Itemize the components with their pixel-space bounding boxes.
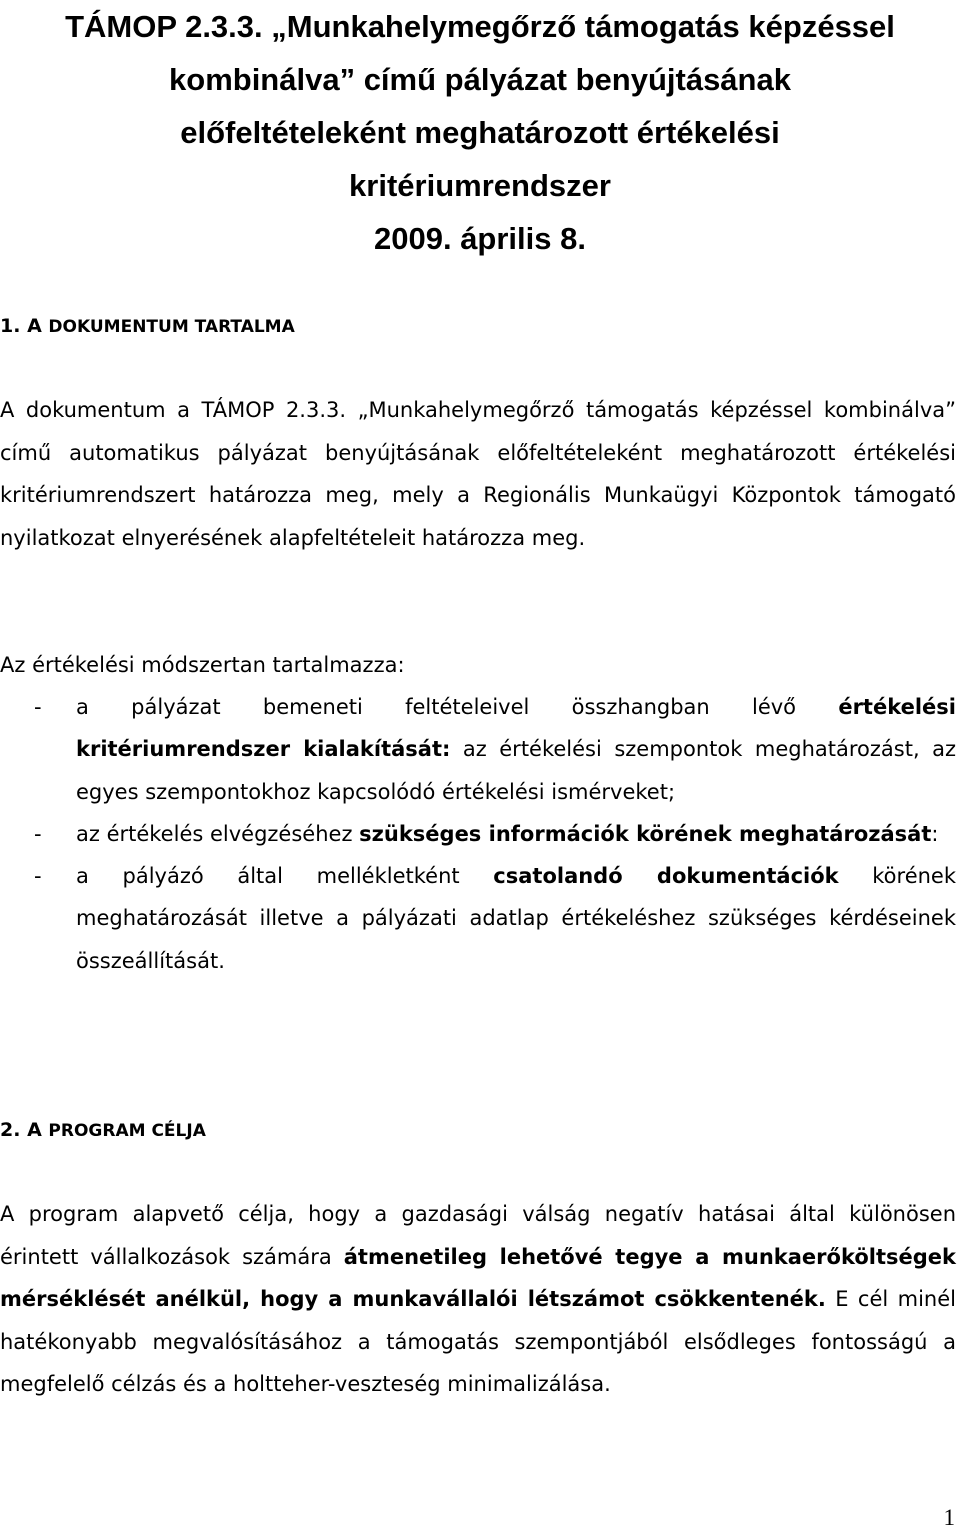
list-item-bold-text: szükséges információk körének meghatározását bbox=[359, 821, 932, 846]
title-date: 2009. április 8. bbox=[374, 221, 586, 256]
section-2-heading-text: PROGRAM CÉLJA bbox=[48, 1121, 206, 1141]
section-2-paragraph bbox=[0, 1193, 956, 1406]
list-item bbox=[0, 813, 956, 855]
paragraph-text: E cél minél hatékonyabb megvalósításához a támogatás szempontjából elsődleges fontosságú a megfelelő célzás és a holtteher-veszteség minimalizálása. bbox=[0, 1287, 956, 1396]
title-line: TÁMOP 2.3.3. „Munkahelymegőrző támogatás képzéssel bbox=[65, 9, 895, 44]
methodology-label: Az értékelési módszertan tartalmazza: bbox=[0, 653, 405, 677]
list-item-text: a pályázat bemeneti feltételeivel összhangban lévő bbox=[76, 695, 839, 719]
title-line: előfeltételeként meghatározott értékelési bbox=[180, 115, 780, 150]
section-2-heading-initial: A bbox=[27, 1119, 42, 1141]
section-1-heading bbox=[0, 315, 295, 337]
list-item-bold-text: csatolandó dokumentációk bbox=[493, 864, 839, 889]
title-line: kritériumrendszer bbox=[349, 168, 611, 203]
list-dash: - bbox=[34, 695, 42, 719]
methodology-list bbox=[0, 686, 956, 982]
title-line: kombinálva” című pályázat benyújtásának bbox=[169, 62, 791, 97]
section-1-heading-text: DOKUMENTUM TARTALMA bbox=[48, 317, 295, 337]
section-1-intro-paragraph: A dokumentum a TÁMOP 2.3.3. „Munkahelymegőrző támogatás képzéssel kombinálva” című automatikus pályázat benyújtásának előfeltételeként meghatározott értékelési kritériumrendszert határozza meg, mely a Regionális Munkaügyi Központok támogató nyilatkozat elnyerésének alapfeltételeit határozza meg. bbox=[0, 398, 956, 550]
list-item-text: a pályázó által mellékletként bbox=[76, 864, 494, 889]
section-1-heading-initial: A bbox=[27, 315, 42, 337]
list-dash: - bbox=[34, 864, 42, 889]
list-item-text: körének meghatározását illetve a pályázati adatlap értékeléshez szükséges kérdéseinek összeállítását. bbox=[76, 864, 957, 973]
list-item-text: az értékelés elvégzéséhez bbox=[76, 821, 360, 846]
paragraph-bold-text: átmenetileg lehetővé tegye a munkaerőköltségek mérséklését anélkül, hogy a munkavállalói létszámot csökkentenék. bbox=[0, 1244, 956, 1311]
list-item-text: az értékelési szempontok meghatározást, az egyes szempontokhoz kapcsolódó értékelési ismérveket; bbox=[76, 737, 956, 804]
list-item bbox=[0, 855, 956, 982]
document-title bbox=[0, 0, 960, 265]
list-item bbox=[0, 686, 956, 813]
section-2-number: 2. bbox=[0, 1119, 21, 1141]
paragraph-text: A program alapvető célja, hogy a gazdasági válság negatív hatásai által különösen érintett vállalkozások számára bbox=[0, 1202, 956, 1269]
page-number: 1 bbox=[943, 1505, 955, 1530]
section-2-heading bbox=[0, 1119, 206, 1141]
section-1-number: 1. bbox=[0, 315, 21, 337]
list-item-text: : bbox=[931, 821, 939, 846]
list-item-bold-text: értékelési kritériumrendszer kialakítását: bbox=[76, 695, 956, 762]
list-dash: - bbox=[34, 821, 42, 846]
